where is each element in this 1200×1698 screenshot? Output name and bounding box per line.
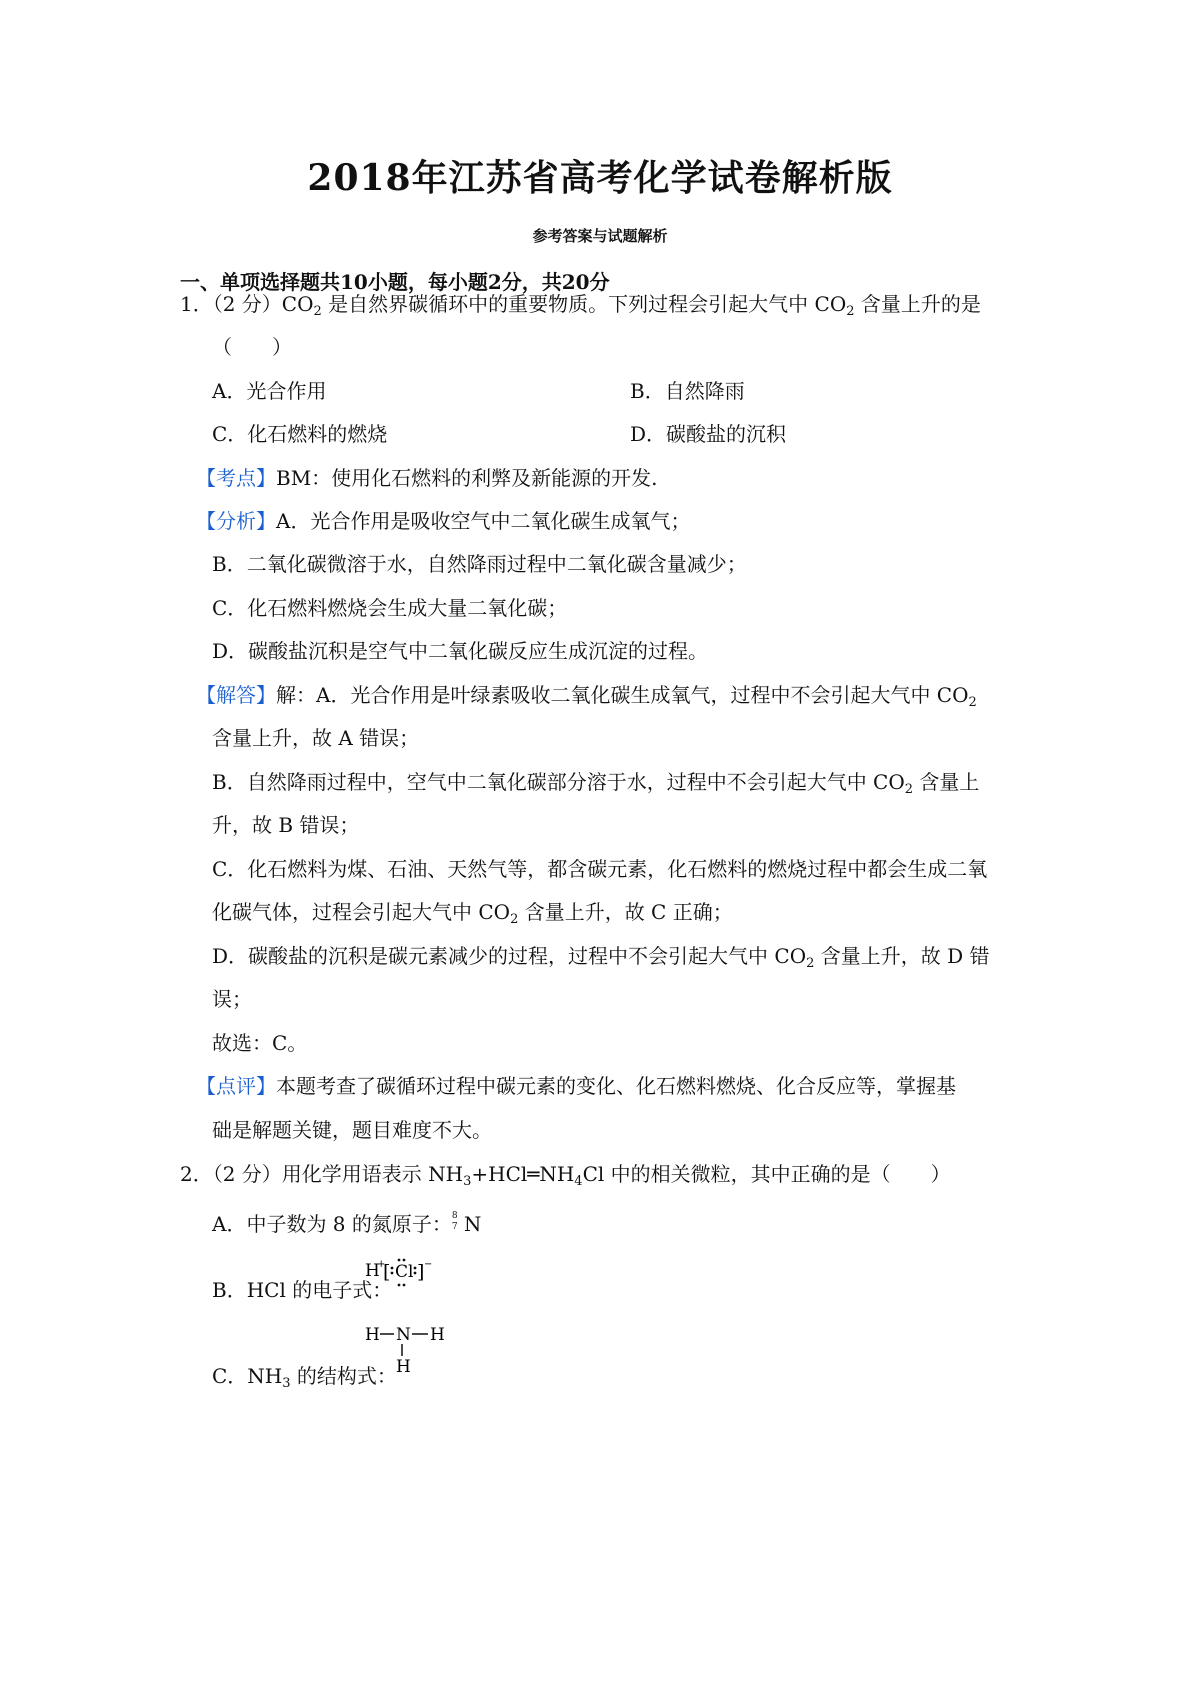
q1-jieda-c2: 化碳气体，过程会引起大气中 $CO_2$ 含量上升，故 C 正确； <box>212 900 733 927</box>
nitrogen-nuclide-notation: 8 7 <box>451 1211 458 1232</box>
fenxi-tag: 【分析】 <box>196 509 276 533</box>
q1-fenxi-c: C．化石燃料燃烧会生成大量二氧化碳； <box>212 596 568 620</box>
svg-text:H: H <box>396 1357 411 1376</box>
svg-text:]: ] <box>417 1261 425 1283</box>
q1-dianping: 【点评】本题考查了碳循环过程中碳元素的变化、化石燃料燃烧、化合反应等，掌握基 <box>196 1074 956 1098</box>
q1-fenxi-b: B．二氧化碳微溶于水，自然降雨过程中二氧化碳含量减少； <box>212 552 747 576</box>
q1-fenxi-d: D．碳酸盐沉积是空气中二氧化碳反应生成沉淀的过程。 <box>212 639 709 663</box>
q1-options-row2 <box>212 420 1032 448</box>
q1-stem: 1．（2 分）$CO_2$ 是自然界碳循环中的重要物质。下列过程会引起大气中 $CO_2$ 含量上升的是 <box>180 292 981 319</box>
q2-stem: 2．（2 分）用化学用语表示 $NH_3+HCl═NH_4Cl$ 中的相关微粒，其中正确的是（ ） <box>180 1162 951 1189</box>
q1-jieda-b1: B．自然降雨过程中，空气中二氧化碳部分溶于水，过程中不会引起大气中 $CO_2$ 含量上 <box>212 770 980 797</box>
nh3-structural-formula-image <box>364 1320 450 1376</box>
q1-kaodian: 【考点】BM：使用化石燃料的利弊及新能源的开发. <box>196 466 658 490</box>
q1-option-a: A．光合作用 <box>212 379 327 403</box>
svg-text:H: H <box>365 1261 380 1281</box>
q1-option-d: D．碳酸盐的沉积 <box>630 422 787 446</box>
q1-jieda-d2: 误； <box>212 987 252 1011</box>
q1-jieda-b2: 升，故 B 错误； <box>212 813 360 837</box>
svg-text:H: H <box>365 1325 380 1345</box>
q1-jieda-a2: 含量上升，故 A 错误； <box>212 726 420 750</box>
q1-options-row1 <box>212 377 1032 405</box>
q1-answer-paren: （ ） <box>212 335 292 359</box>
q1-jieda-c1: C．化石燃料为煤、石油、天然气等，都含碳元素，化石燃料的燃烧过程中都会生成二氧 <box>212 857 988 881</box>
svg-text:[: [ <box>383 1261 391 1283</box>
dianping-tag: 【点评】 <box>196 1074 276 1098</box>
svg-text:Cl: Cl <box>395 1262 414 1282</box>
q2-option-b: B．HCl 的电子式： <box>212 1278 393 1302</box>
page-subtitle: 参考答案与试题解析 <box>532 227 668 245</box>
svg-text:N: N <box>396 1325 411 1345</box>
section-heading: 一、单项选择题共10小题，每小题2分，共20分 <box>180 270 610 294</box>
q1-dianping-2: 础是解题关键，题目难度不大。 <box>212 1118 492 1142</box>
q2-option-a: A．中子数为 8 的氮原子： 8 7 N <box>212 1211 482 1236</box>
svg-text:−: − <box>424 1259 433 1270</box>
q1-jieda: 【解答】解：A．光合作用是叶绿素吸收二氧化碳生成氧气，过程中不会引起大气中 $CO_2$ <box>196 683 977 710</box>
jieda-tag: 【解答】 <box>196 683 276 707</box>
kaodian-tag: 【考点】 <box>196 466 276 490</box>
svg-text:H: H <box>430 1325 445 1345</box>
q1-fenxi: 【分析】A．光合作用是吸收空气中二氧化碳生成氧气； <box>196 509 691 533</box>
q1-option-c: C．化石燃料的燃烧 <box>212 422 388 446</box>
svg-text:+: + <box>377 1259 386 1270</box>
page-title: 2018年江苏省高考化学试卷解析版 <box>307 157 893 199</box>
q1-jieda-d1: D．碳酸盐的沉积是碳元素减少的过程，过程中不会引起大气中 $CO_2$ 含量上升，故 D 错 <box>212 944 990 971</box>
hcl-electron-formula-image <box>364 1254 440 1294</box>
q1-choice: 故选：C。 <box>212 1031 308 1055</box>
q2-option-c: C．$NH_3$ 的结构式： <box>212 1364 397 1391</box>
q1-option-b: B．自然降雨 <box>630 379 745 403</box>
